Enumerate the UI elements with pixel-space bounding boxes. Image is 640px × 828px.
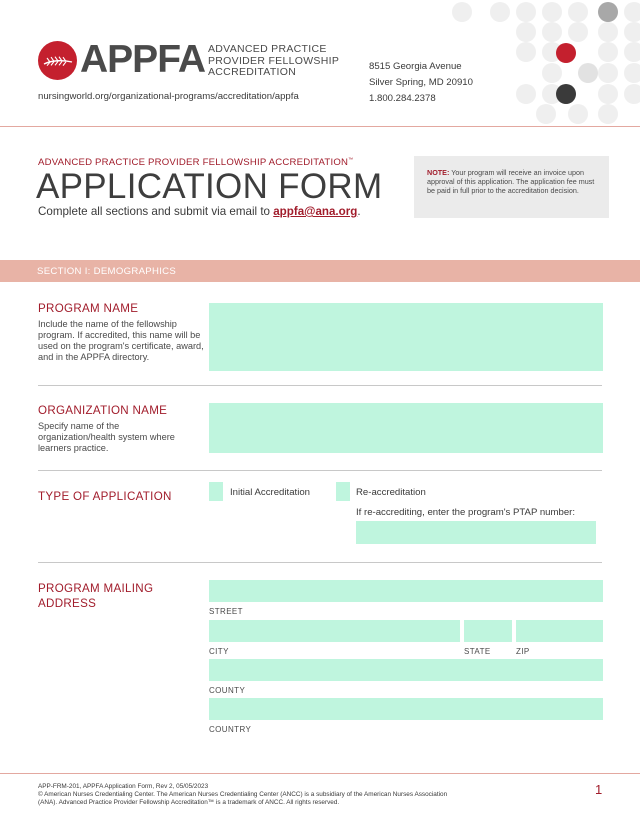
- zip-label: ZIP: [516, 647, 530, 656]
- fee-note: [414, 156, 609, 218]
- initial-accreditation-checkbox[interactable]: [209, 482, 223, 501]
- instructions: [38, 205, 361, 218]
- decorative-dot-pattern: [448, 0, 640, 126]
- ptap-number-field[interactable]: [356, 521, 596, 544]
- decor-dot-gray: [598, 2, 618, 22]
- decor-dot: [624, 84, 640, 104]
- footer-divider: [0, 773, 640, 774]
- header-divider: [0, 126, 640, 127]
- program-name-help: Include the name of the fellowship program. If accredited, this name will be used on the program's certificate, award, and in the APPFA directory.: [38, 319, 204, 362]
- decor-dot-red: [556, 43, 576, 63]
- logo-subtitle: [208, 44, 358, 79]
- country-field[interactable]: [209, 698, 603, 720]
- decor-dot: [568, 104, 588, 124]
- footer-line: © American Nurses Credentialing Center. The American Nurses Credentialing Center (ANCC) is a subsidiary of the American Nurses Association: [38, 791, 448, 799]
- decor-dot: [516, 84, 536, 104]
- footer-line: (ANA). Advanced Practice Provider Fellowship Accreditation™ is a trademark of ANCC. All rights reserved.: [38, 799, 340, 807]
- state-label: STATE: [464, 647, 491, 656]
- decor-dot: [568, 2, 588, 22]
- decor-dot: [624, 42, 640, 62]
- decor-dot: [536, 104, 556, 124]
- footer-line: APP-FRM-201, APPFA Application Form, Rev 2, 05/05/2023: [38, 783, 209, 790]
- re-accreditation-checkbox[interactable]: [336, 482, 350, 501]
- mailing-address-title-line: ADDRESS: [38, 597, 97, 610]
- page-number: 1: [595, 782, 603, 797]
- logo-subtitle-line: PROVIDER FELLOWSHIP: [208, 54, 340, 67]
- decor-dot: [624, 63, 640, 83]
- mailing-address-title: [38, 581, 153, 611]
- logo-wordmark: APPFA: [80, 38, 206, 81]
- decor-dot: [598, 104, 618, 124]
- logo-subtitle-line: ADVANCED PRACTICE: [208, 43, 327, 55]
- decor-dot: [542, 2, 562, 22]
- organization-name-field[interactable]: [209, 403, 603, 453]
- decor-dot: [624, 2, 640, 22]
- country-label: COUNTRY: [209, 725, 252, 734]
- instructions-period: .: [357, 205, 361, 218]
- decor-dot: [490, 2, 510, 22]
- website-url[interactable]: nursingworld.org/organizational-programs/accreditation/appfa: [38, 91, 299, 102]
- decor-dot: [598, 63, 618, 83]
- trademark-symbol: ™: [348, 157, 354, 163]
- street-field[interactable]: [209, 580, 603, 602]
- instructions-text: Complete all sections and submit via email to: [38, 205, 274, 218]
- logo-subtitle-line: ACCREDITATION: [208, 66, 297, 78]
- decor-dot: [516, 42, 536, 62]
- note-text: Your program will receive an invoice upon approval of this application. The application fee must be paid in full prior to the accreditation decision.: [427, 168, 595, 195]
- footer-text: [38, 783, 558, 808]
- eyebrow-text: ADVANCED PRACTICE PROVIDER FELLOWSHIP ACCREDITATION: [38, 157, 349, 169]
- city-label: CITY: [209, 647, 229, 656]
- decor-dot-dark: [556, 84, 576, 104]
- zip-field[interactable]: [516, 620, 603, 642]
- organization-name-help: Specify name of the organization/health system where learners practice.: [38, 421, 175, 453]
- decor-dot: [516, 2, 536, 22]
- section-divider: [38, 562, 602, 563]
- initial-accreditation-label: Initial Accreditation: [230, 487, 310, 498]
- decor-dot: [578, 63, 598, 83]
- appfa-logo-emblem: [38, 41, 77, 80]
- decor-dot: [598, 84, 618, 104]
- section-header: [0, 260, 640, 282]
- program-name-title: PROGRAM NAME: [38, 302, 139, 315]
- decor-dot: [516, 22, 536, 42]
- address-street: 8515 Georgia Avenue: [369, 61, 462, 72]
- ptap-prompt: If re-accrediting, enter the program's PTAP number:: [356, 507, 576, 518]
- address-city: Silver Spring, MD 20910: [369, 77, 473, 88]
- decor-dot: [542, 63, 562, 83]
- section-divider: [38, 385, 602, 386]
- county-field[interactable]: [209, 659, 603, 681]
- street-label: STREET: [209, 607, 243, 616]
- decor-dot: [598, 22, 618, 42]
- organization-name-title: ORGANIZATION NAME: [38, 404, 168, 417]
- city-field[interactable]: [209, 620, 460, 642]
- mailing-address-title-line: PROGRAM MAILING: [38, 582, 154, 595]
- section-title: SECTION I: DEMOGRAPHICS: [37, 266, 177, 277]
- note-label: NOTE:: [427, 168, 450, 177]
- decor-dot: [568, 22, 588, 42]
- decor-dot: [542, 22, 562, 42]
- type-of-application-title: TYPE OF APPLICATION: [38, 490, 172, 503]
- county-label: COUNTY: [209, 686, 246, 695]
- email-link[interactable]: appfa@ana.org: [273, 205, 358, 218]
- decor-dot: [452, 2, 472, 22]
- state-field[interactable]: [464, 620, 512, 642]
- decor-dot: [598, 42, 618, 62]
- phone-number: 1.800.284.2378: [369, 93, 436, 104]
- decor-dot: [624, 22, 640, 42]
- re-accreditation-label: Re-accreditation: [356, 487, 426, 498]
- program-name-field[interactable]: [209, 303, 603, 371]
- section-divider: [38, 470, 602, 471]
- page-title: APPLICATION FORM: [36, 167, 383, 206]
